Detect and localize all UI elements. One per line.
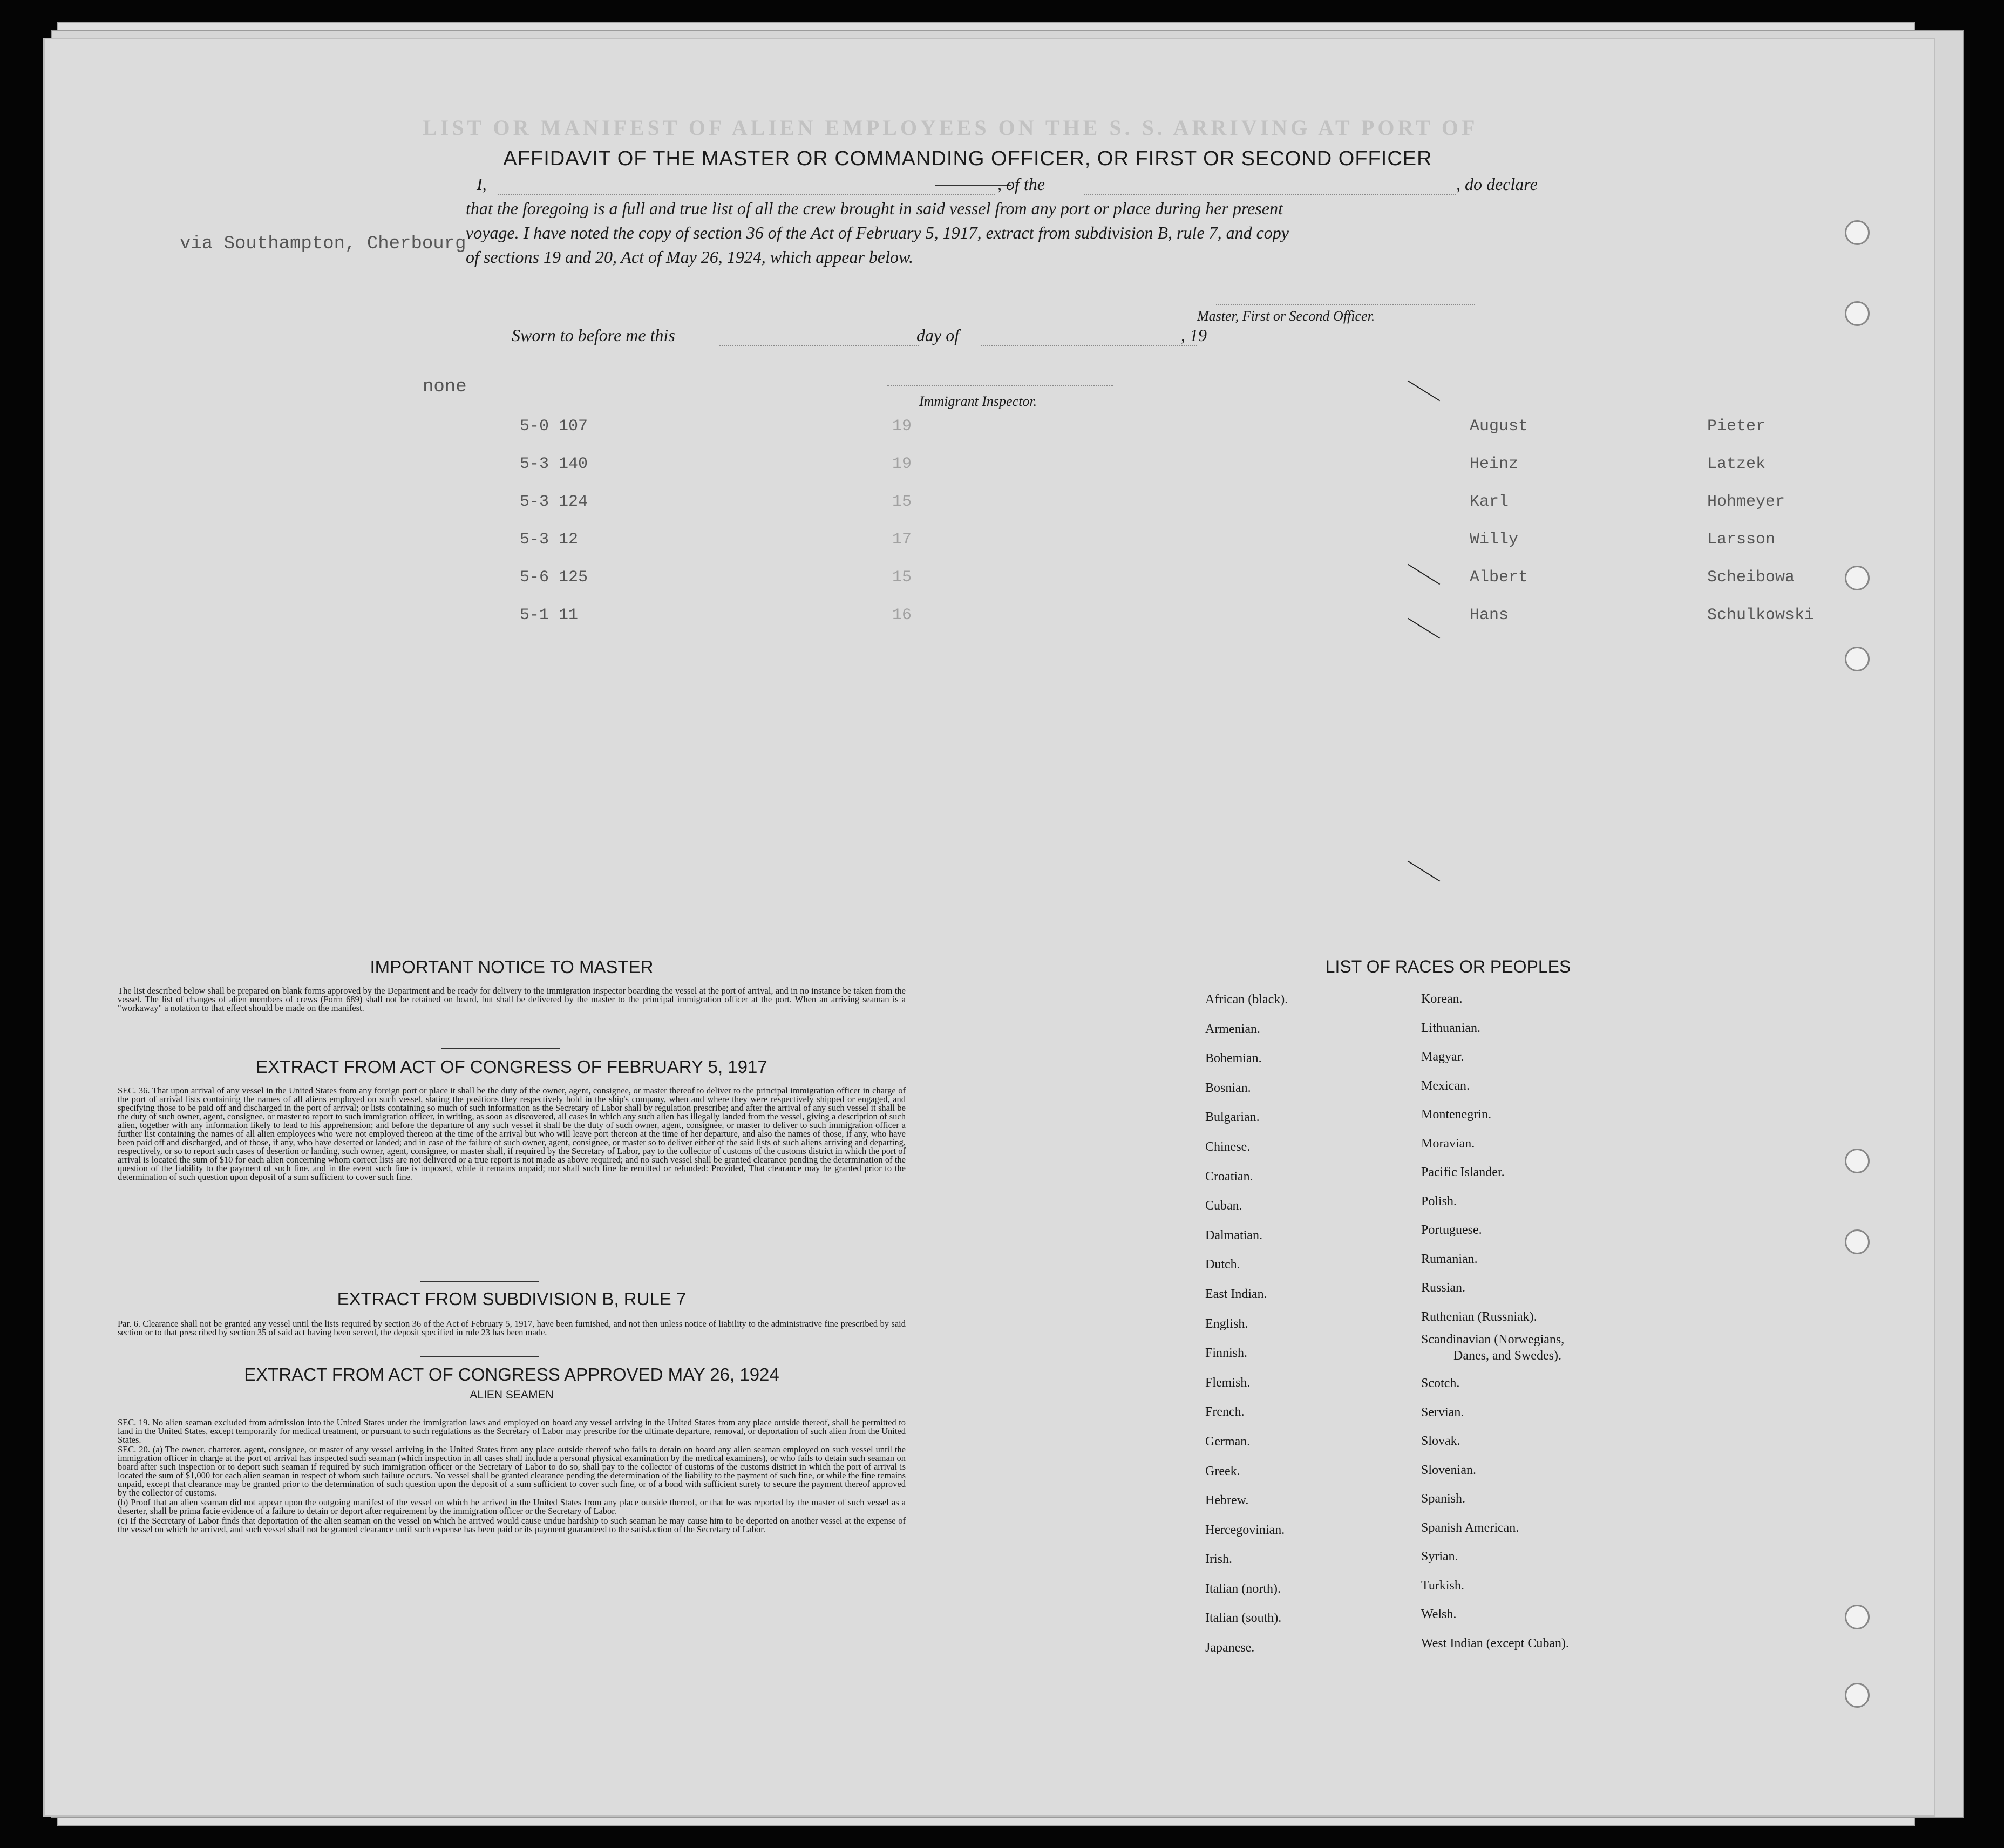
rule7-title: EXTRACT FROM SUBDIVISION B, RULE 7 [337,1289,687,1309]
punch-hole [1845,647,1870,671]
race-item: Dalmatian. [1205,1228,1262,1242]
punch-hole [1845,220,1870,245]
race-item: Hercegovinian. [1205,1523,1285,1537]
sec-19: SEC. 19. No alien seaman excluded from admission into the United States under the immigration laws and employed on board any vessel arriving in the United States from any place outside thereof, shall be permitted to land in the United States, except temporarily for medical treatment, or pursuant to such regulations as the Secretary of Labor may prescribe for the ultimate departure, removal, or deportation of such alien from the United States. [118,1417,906,1445]
divider [420,1356,539,1357]
manifest-page [43,38,1935,1817]
races-title: LIST OF RACES OR PEOPLES [1325,957,1571,976]
name-blank[interactable] [498,193,995,195]
race-item: Slovak. [1421,1434,1460,1448]
ghost-row-far: Schulkowski [1707,606,1815,624]
race-item: Montenegrin. [1421,1108,1491,1122]
race-item: Rumanian. [1421,1252,1478,1266]
bleed-through-note: none [423,377,467,397]
race-item: Dutch. [1205,1258,1240,1272]
extract-1917-title: EXTRACT FROM ACT OF CONGRESS OF FEBRUARY 5, 1917 [256,1057,767,1077]
ghost-row-left: 5-3 12 [520,531,579,549]
race-item: African (black). [1205,993,1288,1007]
race-item: Italian (south). [1205,1611,1282,1626]
ghost-row-far: Latzek [1707,455,1766,473]
race-item: Italian (north). [1205,1581,1281,1596]
ghost-row-far: Scheibowa [1707,568,1795,587]
divider [420,1281,539,1282]
rule7-body: Par. 6. Clearance shall not be granted any vessel until the lists required by section 36 of the Act of February 5, 1917, have been furnished, and not then unless notice of liability to the administrative fine prescribed by said section or to that prescribed by section 35 of said act having been served, the deposit specified in rule 23 has been made. [118,1319,906,1337]
inspector-signature-blank[interactable] [887,385,1113,386]
race-item: Cuban. [1205,1199,1242,1213]
ghost-row-mid: 17 [892,531,912,549]
race-item: German. [1205,1434,1251,1449]
race-item: Bulgarian. [1205,1110,1260,1125]
tick-mark [1408,564,1440,585]
race-item: Servian. [1421,1405,1464,1419]
ghost-row-left: 5-3 124 [520,493,588,511]
affidavit-line: that the foregoing is a full and true list of all the crew brought in said vessel from any port or place during her present [466,199,1283,218]
race-item: Scotch. [1421,1376,1460,1390]
notice-body: The list described below shall be prepared on blank forms approved by the Department and be ready for delivery to the immigration inspector boarding the vessel at the port of arrival, and in no instance be taken from the vessel. The list of changes of alien members of crews (Form 689) shall not be retained on board, but shall be delivered by the master to the principal immigration officer at the port. When an arriving seaman is a "workaway" a notation to that effect should be made on the manifest. [118,986,906,1013]
race-item: English. [1205,1316,1248,1331]
inspector-caption: Immigrant Inspector. [919,393,1037,409]
ghost-row-mid: 15 [892,568,912,587]
tick-mark [1408,861,1440,882]
ghost-row-left: 5-6 125 [520,568,588,587]
affidavit-declare: , do declare [1456,174,1538,194]
extract-1917-body: SEC. 36. That upon arrival of any vessel in the United States from any foreign port or place it shall be the duty of the owner, agent, consignee, or master thereof to deliver to the principal immigration officer in charge of the port of arrival lists containing the names of all aliens employed on such vessel, stating the positions they respectively hold in the ship's company, when and where they were respectively shipped or engaged, and specifying those to be paid off and discharged in the port of arrival; or lists containing so much of such information as the Secretary of Labor shall by regulation prescribe; and after the arrival of any such vessel it shall be the duty of such owner, agent, consignee, or master to report to such immigration officer, in writing, as soon as discovered, all cases in which any such alien has illegally landed from the vessel, giving a description of such alien, together with any information likely to lead to his apprehension; and before the departure of any such vessel it shall be the duty of such owner, agent, consignee, or master to deliver to such immigration officer a further list containing the names of all alien employees who were not employed thereon at the time of the arrival but who will leave port thereon at the time of her departure, and also the names of those, if any, who have been paid off and discharged, and of those, if any, who have deserted or landed; and in case of the failure of such owner, agent, consignee, or master so to deliver either of the said lists of such aliens arriving and departing, respectively, or so to report such cases of desertion or landing, such owner, agent, consignee, or master shall, if required by the Secretary of Labor, pay to the collector of customs of the customs district in which the port of arrival is located the sum of $10 for each alien concerning whom correct lists are not delivered or a true report is not made as above required; and no such vessel shall be granted clearance pending the determination of the question of the liability to the payment of such fine, and in the event such fine is imposed, while it remains unpaid; nor shall such fine be remitted or refunded: Provided, That clearance may be granted prior to the determination of such question upon deposit of a sum sufficient to cover such fine. [118,1085,906,1182]
race-item: Polish. [1421,1194,1457,1208]
day-blank[interactable] [719,344,919,346]
punch-hole [1845,1683,1870,1708]
race-item: Irish. [1205,1552,1232,1567]
race-item: Mexican. [1421,1078,1470,1093]
ghost-row-right: Karl [1470,493,1509,511]
ghost-row-mid: 19 [892,417,912,436]
race-item: Moravian. [1421,1136,1475,1151]
race-item: Croatian. [1205,1169,1253,1184]
punch-hole [1845,1229,1870,1254]
ghost-row-right: Heinz [1470,455,1519,473]
ghost-row-mid: 15 [892,493,912,511]
races-column-1 [1205,985,1288,1663]
punch-hole [1845,1605,1870,1629]
race-item: Flemish. [1205,1375,1251,1390]
race-item: Chinese. [1205,1139,1251,1154]
race-item: Bohemian. [1205,1051,1262,1066]
ghost-row-mid: 16 [892,606,912,624]
ghost-row-mid: 19 [892,455,912,473]
bleed-through-header: LIST OR MANIFEST OF ALIEN EMPLOYEES ON THE S. S. ARRIVING AT PORT OF [423,116,1478,140]
race-item: West Indian (except Cuban). [1421,1636,1569,1650]
ghost-row-left: 5-3 140 [520,455,588,473]
master-signature-blank[interactable] [1216,304,1475,305]
punch-hole [1845,566,1870,590]
sec-20c: (c) If the Secretary of Labor finds that deportation of the alien seaman on the vessel on which he arrived would cause undue hardship to such seaman he may cause him to be deported on another vessel at the expense of the vessel on which he arrived, and such vessel shall not be granted clearance until such expense has been paid or its payment guaranteed to the satisfaction of the Secretary of Labor. [118,1516,906,1534]
sec-20a: SEC. 20. (a) The owner, charterer, agent, consignee, or master of any vessel arriving in the United States from any place outside thereof who fails to detain on board any alien seaman employed on such vessel until the immigration officer in charge at the port of arrival has inspected such seaman (which inspection in all cases shall include a personal physical examination by the medical examiners), or who fails to detain such seaman on board after such inspection or to deport such seaman if required by such immigration officer or the Secretary of Labor to do so, shall pay to the collector of customs of the customs district in which the port of arrival is located the sum of $1,000 for each alien seaman in respect of whom such failure occurs. No vessel shall be granted clearance pending the determination of the liability to the payment of such fine, or while the fine remains unpaid, except that clearance may be granted prior to the determination of such question upon the deposit of a sum sufficient to cover such fine, or of a bond with sufficient surety to secure the payment thereof approved by the collector of customs. [118,1444,906,1498]
race-item: Japanese. [1205,1641,1255,1655]
bleed-through-route: via Southampton, Cherbourg [180,234,466,254]
race-item: Lithuanian. [1421,1021,1480,1035]
day-of-text: day of [916,325,960,345]
ghost-row-far: Hohmeyer [1707,493,1785,511]
sec-20b: (b) Proof that an alien seaman did not appear upon the outgoing manifest of the vessel on which he arrived in the United States from any place outside thereof, or that he was reported by the master of such vessel as a deserter, shall be prima facie evidence of a failure to detain or deport after requirement by the immigration officer or the Secretary of Labor. [118,1497,906,1516]
extract-1924-subtitle: ALIEN SEAMEN [470,1389,554,1401]
notice-title: IMPORTANT NOTICE TO MASTER [370,957,654,977]
race-item: Pacific Islander. [1421,1165,1505,1179]
ghost-row-right: Willy [1470,531,1519,549]
divider [441,1048,560,1049]
ghost-row-left: 5-1 11 [520,606,579,624]
race-item: Russian. [1421,1281,1466,1295]
vessel-blank[interactable] [1084,193,1456,195]
affidavit-of-the: , of the [997,174,1045,194]
affidavit-title: AFFIDAVIT OF THE MASTER OR COMMANDING OFFICER, OR FIRST OR SECOND OFFICER [503,147,1432,170]
ghost-row-far: Larsson [1707,531,1776,549]
year-text: , 19 [1181,325,1207,345]
tick-mark [1408,618,1440,639]
race-item: Danes, and Swedes). [1453,1349,1561,1363]
race-item: Korean. [1421,992,1463,1006]
ghost-row-left: 5-0 107 [520,417,588,436]
race-item: Hebrew. [1205,1493,1249,1508]
month-blank[interactable] [981,344,1197,346]
race-item: Finnish. [1205,1346,1248,1361]
race-item: French. [1205,1405,1245,1419]
punch-hole [1845,301,1870,326]
ghost-row-right: August [1470,417,1529,436]
race-item: Slovenian. [1421,1463,1476,1477]
race-item: Welsh. [1421,1607,1457,1621]
race-item: Greek. [1205,1464,1240,1478]
affidavit-line: of sections 19 and 20, Act of May 26, 1924, which appear below. [466,247,913,267]
race-item: East Indian. [1205,1287,1267,1301]
race-item: Ruthenian (Russniak). [1421,1309,1537,1324]
race-item: Portuguese. [1421,1223,1482,1237]
race-item: Spanish. [1421,1492,1466,1506]
ghost-row-far: Pieter [1707,417,1766,436]
race-item: Scandinavian (Norwegians, [1421,1333,1565,1347]
sworn-text: Sworn to before me this [512,325,675,345]
master-caption: Master, First or Second Officer. [1197,308,1375,324]
ghost-row-right: Hans [1470,606,1509,624]
race-item: Armenian. [1205,1022,1260,1036]
race-item: Syrian. [1421,1550,1458,1564]
punch-hole [1845,1149,1870,1173]
races-column-2 [1421,985,1569,1658]
race-item: Spanish American. [1421,1520,1519,1535]
ghost-row-right: Albert [1470,568,1529,587]
affidavit-i: I, [477,174,487,194]
tick-mark [1408,381,1440,402]
extract-1924-title: EXTRACT FROM ACT OF CONGRESS APPROVED MAY 26, 1924 [244,1364,779,1384]
affidavit-line: voyage. I have noted the copy of section 36 of the Act of February 5, 1917, extract from subdivision B, rule 7, and copy [466,223,1289,242]
extract-1924-body [118,1418,906,1535]
race-item: Turkish. [1421,1578,1464,1593]
race-item: Bosnian. [1205,1081,1251,1095]
race-item: Magyar. [1421,1050,1464,1064]
